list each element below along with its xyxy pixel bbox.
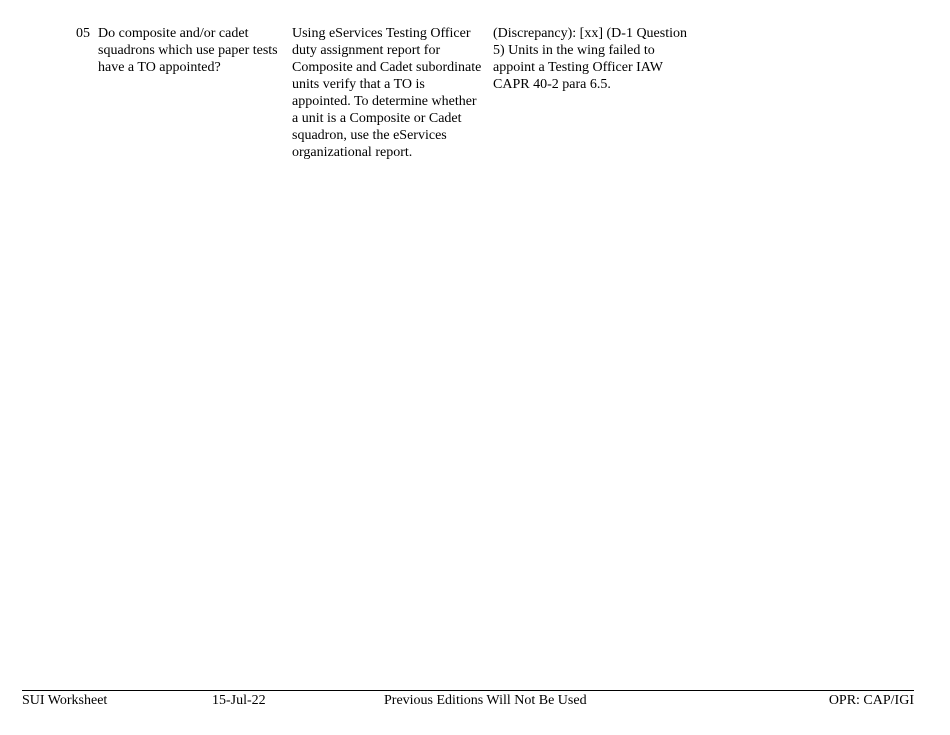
worksheet-row bbox=[0, 25, 950, 165]
question-text: Do composite and/or cadet squadrons which use paper tests have a TO appointed? bbox=[98, 26, 278, 75]
footer-divider bbox=[22, 690, 914, 691]
footer-date: 15-Jul-22 bbox=[212, 693, 266, 708]
question-number: 05 bbox=[76, 26, 90, 41]
footer-notice: Previous Editions Will Not Be Used bbox=[384, 693, 587, 708]
discrepancy-text: (Discrepancy): [xx] (D-1 Question 5) Units in the wing failed to appoint a Testing Officer IAW CAPR 40-2 para 6.5. bbox=[493, 26, 687, 92]
page-footer bbox=[0, 692, 950, 712]
footer-opr: OPR: CAP/IGI bbox=[828, 693, 914, 708]
footer-form-name: SUI Worksheet bbox=[22, 693, 108, 708]
guidance-text: Using eServices Testing Officer duty assignment report for Composite and Cadet subordinate units verify that a TO is appointed. To determine whether a unit is a Composite or Cadet squadron, use the eServices organizational report. bbox=[292, 26, 482, 160]
